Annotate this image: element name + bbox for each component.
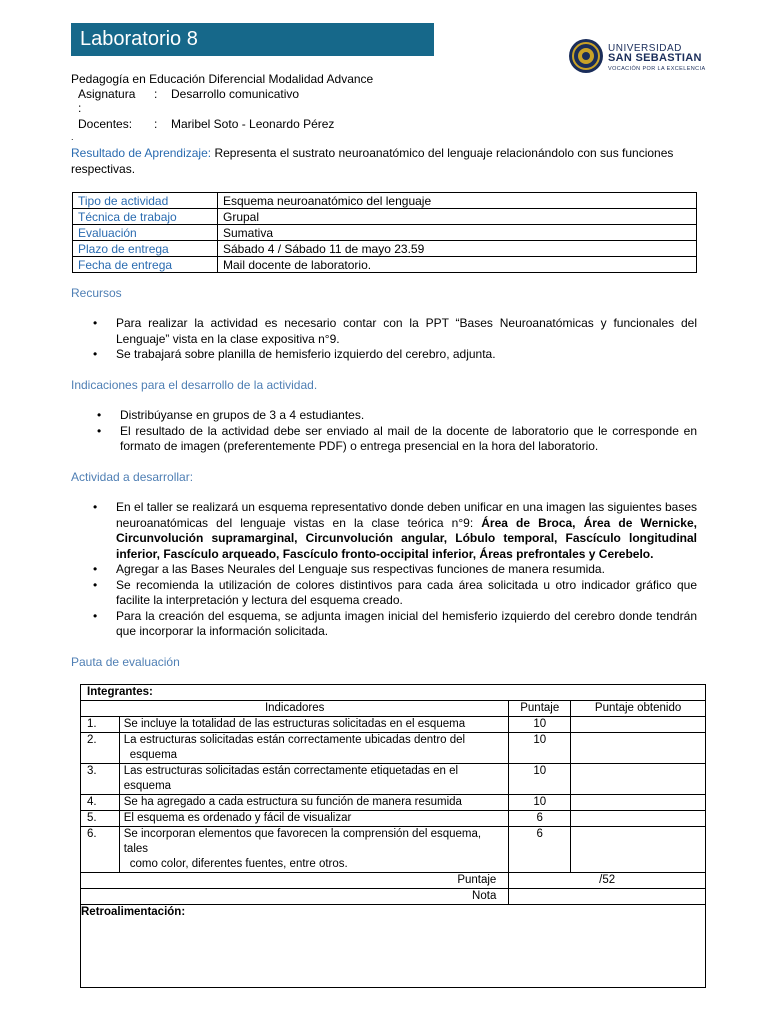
list-item: • Para la creación del esquema, se adjunta imagen inicial del hemisferio izquierdo del cerebro donde tendrán que incorporar la información solicitada. — [71, 609, 697, 640]
members-row — [81, 685, 706, 701]
logo-line1: UNIVERSIDAD — [608, 43, 682, 54]
teachers-label: Docentes: — [78, 117, 133, 131]
row-num: 1. — [81, 717, 120, 733]
row-text-line1: Se incluye la totalidad de las estructuras solicitadas en el esquema — [123, 718, 466, 730]
list-item: • El resultado de la actividad debe ser enviado al mail de la docente de laboratorio que le corresponde en formato de imagen (preferentemente PDF) o entrega presencial en la hora del laboratorio. — [75, 424, 697, 455]
table-row — [81, 795, 706, 811]
total-value: /52 — [509, 873, 706, 889]
row-score: 10 — [509, 733, 571, 764]
row-num: 4. — [81, 795, 120, 811]
list-item: • Distribúyanse en grupos de 3 a 4 estudiantes. — [75, 408, 697, 424]
logo-line2: SAN SEBASTIAN — [608, 52, 702, 64]
row-text — [119, 733, 509, 764]
row-text-line1: Se ha agregado a cada estructura su función de manera resumida — [123, 796, 462, 808]
row-text — [119, 795, 509, 811]
table-row — [81, 811, 706, 827]
row-score: 10 — [509, 764, 571, 795]
table-row — [73, 193, 697, 209]
row-obtained[interactable] — [571, 827, 706, 873]
list-item: • Se recomienda la utilización de colores distintivos para cada área solicitada u otro indicador gráfico que facilite la interpretación y lectura del esquema creado. — [71, 578, 697, 609]
table-key: Plazo de entrega — [73, 241, 218, 257]
activity-heading: Actividad a desarrollar: — [71, 470, 194, 484]
table-row — [81, 764, 706, 795]
row-text — [119, 764, 509, 795]
indications-list — [75, 408, 697, 455]
total-row — [81, 873, 706, 889]
activity-list — [71, 500, 697, 640]
row-text-line1: Se incorporan elementos que favorecen la comprensión del esquema, tales — [123, 828, 482, 855]
feedback-label: Retroalimentación: — [81, 906, 186, 918]
feedback-cell[interactable] — [81, 905, 706, 988]
col-indicators: Indicadores — [81, 701, 509, 717]
grade-value[interactable] — [509, 889, 706, 905]
subject-label: Asignatura — [78, 87, 136, 101]
row-num: 6. — [81, 827, 120, 873]
table-row — [73, 225, 697, 241]
resources-list — [71, 316, 697, 363]
members-label: Integrantes: — [81, 685, 706, 701]
learning-outcome — [71, 146, 701, 177]
row-text-line1: La estructuras solicitadas están correctamente ubicadas dentro del — [123, 734, 466, 746]
total-label: Puntaje — [81, 873, 509, 889]
table-value: Sábado 4 / Sábado 11 de mayo 23.59 — [218, 241, 697, 257]
subject-sep: : — [154, 87, 158, 101]
teachers-sep: : — [154, 117, 158, 131]
row-text-line1: El esquema es ordenado y fácil de visualizar — [123, 812, 352, 824]
learning-text1: Representa el sustrato neuroanatómico del lenguaje relacionándolo con sus funciones — [211, 146, 674, 160]
resources-heading: Recursos — [71, 286, 122, 300]
row-num: 3. — [81, 764, 120, 795]
table-key: Evaluación — [73, 225, 218, 241]
list-item — [71, 500, 697, 562]
row-obtained[interactable] — [571, 733, 706, 764]
table-row — [73, 257, 697, 273]
row-text-line2: esquema — [129, 749, 178, 761]
table-row — [81, 717, 706, 733]
list-item: • Agregar a las Bases Neurales del Lenguaje sus respectivas funciones de manera resumida. — [71, 562, 697, 578]
grade-label: Nota — [81, 889, 509, 905]
feedback-row — [81, 905, 706, 988]
row-score: 10 — [509, 717, 571, 733]
table-value: Mail docente de laboratorio. — [218, 257, 697, 273]
rubric-table — [80, 684, 706, 988]
table-key: Fecha de entrega — [73, 257, 218, 273]
col-score: Puntaje — [509, 701, 571, 717]
table-row — [73, 209, 697, 225]
page-title: Laboratorio 8 — [71, 23, 434, 56]
dot-line: . — [71, 132, 74, 142]
indications-heading: Indicaciones para el desarrollo de la actividad. — [71, 378, 318, 392]
table-key: Tipo de actividad — [73, 193, 218, 209]
row-num: 5. — [81, 811, 120, 827]
logo-line3: VOCACIÓN POR LA EXCELENCIA — [608, 66, 706, 72]
row-score: 6 — [509, 827, 571, 873]
col-obtained: Puntaje obtenido — [571, 701, 706, 717]
row-text — [119, 811, 509, 827]
teachers-value: Maribel Soto - Leonardo Pérez — [171, 117, 335, 131]
row-obtained[interactable] — [571, 811, 706, 827]
grade-row — [81, 889, 706, 905]
table-row — [81, 827, 706, 873]
learning-label: Resultado de Aprendizaje: — [71, 146, 212, 160]
subject-value: Desarrollo comunicativo — [171, 87, 300, 101]
row-obtained[interactable] — [571, 717, 706, 733]
list-item: • Se trabajará sobre planilla de hemisferio izquierdo del cerebro, adjunta. — [71, 347, 697, 363]
row-score: 6 — [509, 811, 571, 827]
row-obtained[interactable] — [571, 764, 706, 795]
learning-text2: respectivas. — [71, 161, 136, 176]
university-logo — [566, 38, 706, 78]
row-obtained[interactable] — [571, 795, 706, 811]
row-text-line1: Las estructuras solicitadas están correctamente etiquetadas en el esquema — [123, 765, 459, 792]
table-row — [81, 733, 706, 764]
activity-table — [72, 192, 697, 273]
colon-line: : — [78, 101, 82, 115]
header-row — [81, 701, 706, 717]
row-text — [119, 827, 509, 873]
rubric-heading: Pauta de evaluación — [71, 655, 180, 669]
university-seal-icon — [568, 38, 604, 74]
table-value: Esquema neuroanatómico del lenguaje — [218, 193, 697, 209]
row-text — [119, 717, 509, 733]
row-num: 2. — [81, 733, 120, 764]
table-value: Sumativa — [218, 225, 697, 241]
activity-item1-structures: Área de Broca, Área de Wernicke, Circunvolución supramarginal, Circunvolución angular, Lóbulo temporal, Fascículo longitudinal inferior, Fascículo arqueado, Fascículo fronto-occipital inferior, Áreas prefrontales y Cerebelo. — [116, 515, 697, 561]
activity-item1-text: En el taller se realizará un esquema representativo donde deben unificar en una imagen las siguientes bases neuroanatómicas del lenguaje vistas en la clase teórica n°9: — [116, 500, 697, 530]
table-key: Técnica de trabajo — [73, 209, 218, 225]
row-text-line2: como color, diferentes fuentes, entre otros. — [129, 858, 348, 870]
row-score: 10 — [509, 795, 571, 811]
list-item: • Para realizar la actividad es necesario contar con la PPT “Bases Neuroanatómicas y funcionales del Lenguaje” vista en la clase expositiva n°9. — [71, 316, 697, 347]
program-name: Pedagogía en Educación Diferencial Modalidad Advance — [71, 72, 374, 86]
table-value: Grupal — [218, 209, 697, 225]
table-row — [73, 241, 697, 257]
